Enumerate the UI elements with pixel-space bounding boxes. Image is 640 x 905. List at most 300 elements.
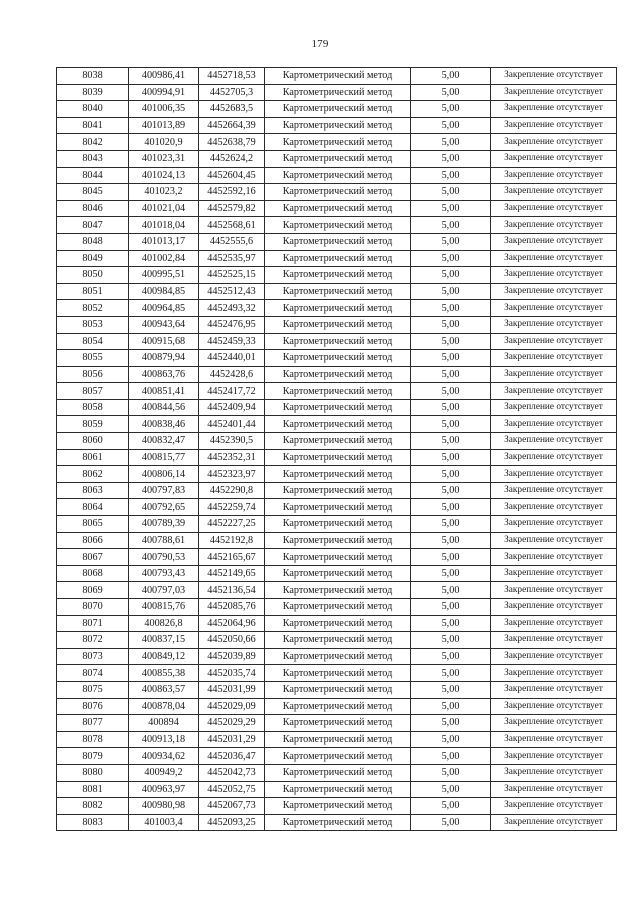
table-row	[57, 316, 617, 333]
x-coordinate-cell: 401021,04	[129, 200, 199, 217]
method-cell: Картометрический метод	[265, 250, 411, 267]
precision-cell: 5,00	[411, 582, 491, 599]
point-number-cell: 8039	[57, 84, 129, 101]
fixing-note-cell: Закрепление отсутствует	[491, 117, 617, 134]
method-cell: Картометрический метод	[265, 499, 411, 516]
y-coordinate-cell: 4452035,74	[199, 665, 265, 682]
x-coordinate-cell: 400986,41	[129, 68, 199, 85]
point-number-cell: 8059	[57, 416, 129, 433]
point-number-cell: 8044	[57, 167, 129, 184]
table-row	[57, 499, 617, 516]
method-cell: Картометрический метод	[265, 764, 411, 781]
y-coordinate-cell: 4452592,16	[199, 184, 265, 201]
method-cell: Картометрический метод	[265, 101, 411, 118]
x-coordinate-cell: 400788,61	[129, 532, 199, 549]
x-coordinate-cell: 400934,62	[129, 748, 199, 765]
y-coordinate-cell: 4452323,97	[199, 466, 265, 483]
x-coordinate-cell: 400863,57	[129, 681, 199, 698]
point-number-cell: 8051	[57, 283, 129, 300]
fixing-note-cell: Закрепление отсутствует	[491, 781, 617, 798]
x-coordinate-cell: 400894	[129, 715, 199, 732]
x-coordinate-cell: 401002,84	[129, 250, 199, 267]
precision-cell: 5,00	[411, 798, 491, 815]
fixing-note-cell: Закрепление отсутствует	[491, 167, 617, 184]
point-number-cell: 8083	[57, 814, 129, 831]
point-number-cell: 8042	[57, 134, 129, 151]
precision-cell: 5,00	[411, 665, 491, 682]
table-row	[57, 632, 617, 649]
x-coordinate-cell: 400851,41	[129, 383, 199, 400]
precision-cell: 5,00	[411, 532, 491, 549]
point-number-cell: 8070	[57, 599, 129, 616]
method-cell: Картометрический метод	[265, 433, 411, 450]
fixing-note-cell: Закрепление отсутствует	[491, 499, 617, 516]
fixing-note-cell: Закрепление отсутствует	[491, 68, 617, 85]
point-number-cell: 8080	[57, 764, 129, 781]
y-coordinate-cell: 4452579,82	[199, 200, 265, 217]
fixing-note-cell: Закрепление отсутствует	[491, 300, 617, 317]
method-cell: Картометрический метод	[265, 217, 411, 234]
table-row	[57, 117, 617, 134]
precision-cell: 5,00	[411, 449, 491, 466]
method-cell: Картометрический метод	[265, 665, 411, 682]
fixing-note-cell: Закрепление отсутствует	[491, 333, 617, 350]
y-coordinate-cell: 4452042,73	[199, 764, 265, 781]
y-coordinate-cell: 4452604,45	[199, 167, 265, 184]
table-row	[57, 731, 617, 748]
x-coordinate-cell: 400943,64	[129, 316, 199, 333]
table-row	[57, 814, 617, 831]
x-coordinate-cell: 400995,51	[129, 267, 199, 284]
precision-cell: 5,00	[411, 84, 491, 101]
point-number-cell: 8063	[57, 482, 129, 499]
x-coordinate-cell: 400806,14	[129, 466, 199, 483]
table-row	[57, 449, 617, 466]
precision-cell: 5,00	[411, 715, 491, 732]
point-number-cell: 8069	[57, 582, 129, 599]
x-coordinate-cell: 401006,35	[129, 101, 199, 118]
table-row	[57, 466, 617, 483]
x-coordinate-cell: 400994,91	[129, 84, 199, 101]
point-number-cell: 8047	[57, 217, 129, 234]
y-coordinate-cell: 4452192,8	[199, 532, 265, 549]
fixing-note-cell: Закрепление отсутствует	[491, 599, 617, 616]
x-coordinate-cell: 401003,4	[129, 814, 199, 831]
y-coordinate-cell: 4452067,73	[199, 798, 265, 815]
point-number-cell: 8077	[57, 715, 129, 732]
fixing-note-cell: Закрепление отсутствует	[491, 433, 617, 450]
method-cell: Картометрический метод	[265, 549, 411, 566]
method-cell: Картометрический метод	[265, 781, 411, 798]
point-number-cell: 8060	[57, 433, 129, 450]
precision-cell: 5,00	[411, 599, 491, 616]
x-coordinate-cell: 400792,65	[129, 499, 199, 516]
x-coordinate-cell: 400855,38	[129, 665, 199, 682]
point-number-cell: 8071	[57, 615, 129, 632]
y-coordinate-cell: 4452031,99	[199, 681, 265, 698]
fixing-note-cell: Закрепление отсутствует	[491, 184, 617, 201]
table-row	[57, 134, 617, 151]
precision-cell: 5,00	[411, 101, 491, 118]
method-cell: Картометрический метод	[265, 814, 411, 831]
table-row	[57, 516, 617, 533]
point-number-cell: 8056	[57, 366, 129, 383]
precision-cell: 5,00	[411, 350, 491, 367]
method-cell: Картометрический метод	[265, 681, 411, 698]
precision-cell: 5,00	[411, 516, 491, 533]
precision-cell: 5,00	[411, 648, 491, 665]
y-coordinate-cell: 4452555,6	[199, 233, 265, 250]
precision-cell: 5,00	[411, 698, 491, 715]
x-coordinate-cell: 401013,89	[129, 117, 199, 134]
table-row	[57, 68, 617, 85]
y-coordinate-cell: 4452638,79	[199, 134, 265, 151]
x-coordinate-cell: 400797,83	[129, 482, 199, 499]
table-row	[57, 167, 617, 184]
y-coordinate-cell: 4452085,76	[199, 599, 265, 616]
fixing-note-cell: Закрепление отсутствует	[491, 482, 617, 499]
fixing-note-cell: Закрепление отсутствует	[491, 532, 617, 549]
precision-cell: 5,00	[411, 283, 491, 300]
table-row	[57, 267, 617, 284]
point-number-cell: 8040	[57, 101, 129, 118]
point-number-cell: 8055	[57, 350, 129, 367]
x-coordinate-cell: 400984,85	[129, 283, 199, 300]
method-cell: Картометрический метод	[265, 648, 411, 665]
table-row	[57, 748, 617, 765]
point-number-cell: 8066	[57, 532, 129, 549]
point-number-cell: 8075	[57, 681, 129, 698]
method-cell: Картометрический метод	[265, 615, 411, 632]
precision-cell: 5,00	[411, 117, 491, 134]
fixing-note-cell: Закрепление отсутствует	[491, 233, 617, 250]
x-coordinate-cell: 400838,46	[129, 416, 199, 433]
y-coordinate-cell: 4452535,97	[199, 250, 265, 267]
point-number-cell: 8061	[57, 449, 129, 466]
method-cell: Картометрический метод	[265, 350, 411, 367]
y-coordinate-cell: 4452036,47	[199, 748, 265, 765]
method-cell: Картометрический метод	[265, 200, 411, 217]
y-coordinate-cell: 4452029,09	[199, 698, 265, 715]
x-coordinate-cell: 400837,15	[129, 632, 199, 649]
y-coordinate-cell: 4452039,89	[199, 648, 265, 665]
table-row	[57, 366, 617, 383]
fixing-note-cell: Закрепление отсутствует	[491, 366, 617, 383]
x-coordinate-cell: 400915,68	[129, 333, 199, 350]
precision-cell: 5,00	[411, 250, 491, 267]
fixing-note-cell: Закрепление отсутствует	[491, 764, 617, 781]
fixing-note-cell: Закрепление отсутствует	[491, 101, 617, 118]
fixing-note-cell: Закрепление отсутствует	[491, 565, 617, 582]
y-coordinate-cell: 4452165,67	[199, 549, 265, 566]
y-coordinate-cell: 4452718,53	[199, 68, 265, 85]
x-coordinate-cell: 400879,94	[129, 350, 199, 367]
table-row	[57, 565, 617, 582]
point-number-cell: 8073	[57, 648, 129, 665]
method-cell: Картометрический метод	[265, 482, 411, 499]
y-coordinate-cell: 4452149,65	[199, 565, 265, 582]
table-row	[57, 101, 617, 118]
fixing-note-cell: Закрепление отсутствует	[491, 814, 617, 831]
precision-cell: 5,00	[411, 748, 491, 765]
precision-cell: 5,00	[411, 814, 491, 831]
fixing-note-cell: Закрепление отсутствует	[491, 748, 617, 765]
page-number: 179	[311, 38, 329, 50]
point-number-cell: 8058	[57, 399, 129, 416]
method-cell: Картометрический метод	[265, 117, 411, 134]
y-coordinate-cell: 4452409,94	[199, 399, 265, 416]
y-coordinate-cell: 4452401,44	[199, 416, 265, 433]
point-number-cell: 8057	[57, 383, 129, 400]
table-row	[57, 764, 617, 781]
point-number-cell: 8082	[57, 798, 129, 815]
y-coordinate-cell: 4452417,72	[199, 383, 265, 400]
point-number-cell: 8064	[57, 499, 129, 516]
method-cell: Картометрический метод	[265, 466, 411, 483]
table-row	[57, 399, 617, 416]
method-cell: Картометрический метод	[265, 698, 411, 715]
y-coordinate-cell: 4452476,95	[199, 316, 265, 333]
x-coordinate-cell: 400832,47	[129, 433, 199, 450]
y-coordinate-cell: 4452029,29	[199, 715, 265, 732]
method-cell: Картометрический метод	[265, 267, 411, 284]
method-cell: Картометрический метод	[265, 150, 411, 167]
fixing-note-cell: Закрепление отсутствует	[491, 698, 617, 715]
point-number-cell: 8053	[57, 316, 129, 333]
x-coordinate-cell: 400815,76	[129, 599, 199, 616]
table-row	[57, 582, 617, 599]
point-number-cell: 8054	[57, 333, 129, 350]
table-row	[57, 615, 617, 632]
fixing-note-cell: Закрепление отсутствует	[491, 84, 617, 101]
point-number-cell: 8068	[57, 565, 129, 582]
method-cell: Картометрический метод	[265, 366, 411, 383]
x-coordinate-cell: 400963,97	[129, 781, 199, 798]
table-row	[57, 350, 617, 367]
table-row	[57, 433, 617, 450]
fixing-note-cell: Закрепление отсутствует	[491, 648, 617, 665]
method-cell: Картометрический метод	[265, 798, 411, 815]
fixing-note-cell: Закрепление отсутствует	[491, 283, 617, 300]
point-number-cell: 8038	[57, 68, 129, 85]
precision-cell: 5,00	[411, 217, 491, 234]
method-cell: Картометрический метод	[265, 167, 411, 184]
y-coordinate-cell: 4452512,43	[199, 283, 265, 300]
y-coordinate-cell: 4452683,5	[199, 101, 265, 118]
table-row	[57, 549, 617, 566]
method-cell: Картометрический метод	[265, 731, 411, 748]
precision-cell: 5,00	[411, 632, 491, 649]
y-coordinate-cell: 4452031,29	[199, 731, 265, 748]
fixing-note-cell: Закрепление отсутствует	[491, 549, 617, 566]
table-row	[57, 383, 617, 400]
precision-cell: 5,00	[411, 316, 491, 333]
fixing-note-cell: Закрепление отсутствует	[491, 715, 617, 732]
x-coordinate-cell: 401013,17	[129, 233, 199, 250]
table-row	[57, 250, 617, 267]
y-coordinate-cell: 4452525,15	[199, 267, 265, 284]
y-coordinate-cell: 4452050,66	[199, 632, 265, 649]
fixing-note-cell: Закрепление отсутствует	[491, 582, 617, 599]
y-coordinate-cell: 4452624,2	[199, 150, 265, 167]
method-cell: Картометрический метод	[265, 233, 411, 250]
fixing-note-cell: Закрепление отсутствует	[491, 399, 617, 416]
method-cell: Картометрический метод	[265, 283, 411, 300]
method-cell: Картометрический метод	[265, 516, 411, 533]
table-row	[57, 715, 617, 732]
method-cell: Картометрический метод	[265, 134, 411, 151]
x-coordinate-cell: 400863,76	[129, 366, 199, 383]
y-coordinate-cell: 4452290,8	[199, 482, 265, 499]
fixing-note-cell: Закрепление отсутствует	[491, 681, 617, 698]
fixing-note-cell: Закрепление отсутствует	[491, 350, 617, 367]
precision-cell: 5,00	[411, 565, 491, 582]
precision-cell: 5,00	[411, 300, 491, 317]
fixing-note-cell: Закрепление отсутствует	[491, 449, 617, 466]
precision-cell: 5,00	[411, 615, 491, 632]
table-row	[57, 217, 617, 234]
fixing-note-cell: Закрепление отсутствует	[491, 250, 617, 267]
precision-cell: 5,00	[411, 433, 491, 450]
table-row	[57, 233, 617, 250]
method-cell: Картометрический метод	[265, 715, 411, 732]
precision-cell: 5,00	[411, 134, 491, 151]
y-coordinate-cell: 4452428,6	[199, 366, 265, 383]
method-cell: Картометрический метод	[265, 333, 411, 350]
x-coordinate-cell: 400815,77	[129, 449, 199, 466]
fixing-note-cell: Закрепление отсутствует	[491, 217, 617, 234]
x-coordinate-cell: 400793,43	[129, 565, 199, 582]
y-coordinate-cell: 4452064,96	[199, 615, 265, 632]
precision-cell: 5,00	[411, 233, 491, 250]
y-coordinate-cell: 4452093,25	[199, 814, 265, 831]
precision-cell: 5,00	[411, 267, 491, 284]
method-cell: Картометрический метод	[265, 84, 411, 101]
point-number-cell: 8041	[57, 117, 129, 134]
point-number-cell: 8067	[57, 549, 129, 566]
precision-cell: 5,00	[411, 549, 491, 566]
precision-cell: 5,00	[411, 184, 491, 201]
coordinates-table-body	[57, 68, 617, 831]
precision-cell: 5,00	[411, 150, 491, 167]
precision-cell: 5,00	[411, 764, 491, 781]
y-coordinate-cell: 4452227,25	[199, 516, 265, 533]
precision-cell: 5,00	[411, 399, 491, 416]
table-row	[57, 84, 617, 101]
method-cell: Картометрический метод	[265, 565, 411, 582]
x-coordinate-cell: 401024,13	[129, 167, 199, 184]
fixing-note-cell: Закрепление отсутствует	[491, 632, 617, 649]
y-coordinate-cell: 4452705,3	[199, 84, 265, 101]
table-row	[57, 599, 617, 616]
y-coordinate-cell: 4452136,54	[199, 582, 265, 599]
y-coordinate-cell: 4452493,32	[199, 300, 265, 317]
table-row	[57, 283, 617, 300]
y-coordinate-cell: 4452568,61	[199, 217, 265, 234]
method-cell: Картометрический метод	[265, 416, 411, 433]
point-number-cell: 8081	[57, 781, 129, 798]
point-number-cell: 8074	[57, 665, 129, 682]
point-number-cell: 8046	[57, 200, 129, 217]
method-cell: Картометрический метод	[265, 582, 411, 599]
table-row	[57, 333, 617, 350]
precision-cell: 5,00	[411, 731, 491, 748]
point-number-cell: 8049	[57, 250, 129, 267]
x-coordinate-cell: 400789,39	[129, 516, 199, 533]
point-number-cell: 8043	[57, 150, 129, 167]
method-cell: Картометрический метод	[265, 449, 411, 466]
x-coordinate-cell: 400844,56	[129, 399, 199, 416]
y-coordinate-cell: 4452352,31	[199, 449, 265, 466]
precision-cell: 5,00	[411, 200, 491, 217]
fixing-note-cell: Закрепление отсутствует	[491, 731, 617, 748]
table-row	[57, 665, 617, 682]
fixing-note-cell: Закрепление отсутствует	[491, 316, 617, 333]
fixing-note-cell: Закрепление отсутствует	[491, 416, 617, 433]
point-number-cell: 8076	[57, 698, 129, 715]
precision-cell: 5,00	[411, 499, 491, 516]
table-row	[57, 150, 617, 167]
fixing-note-cell: Закрепление отсутствует	[491, 134, 617, 151]
method-cell: Картометрический метод	[265, 632, 411, 649]
point-number-cell: 8065	[57, 516, 129, 533]
fixing-note-cell: Закрепление отсутствует	[491, 267, 617, 284]
x-coordinate-cell: 400913,18	[129, 731, 199, 748]
precision-cell: 5,00	[411, 681, 491, 698]
x-coordinate-cell: 401020,9	[129, 134, 199, 151]
precision-cell: 5,00	[411, 466, 491, 483]
x-coordinate-cell: 400849,12	[129, 648, 199, 665]
method-cell: Картометрический метод	[265, 300, 411, 317]
table-row	[57, 781, 617, 798]
x-coordinate-cell: 400964,85	[129, 300, 199, 317]
table-row	[57, 681, 617, 698]
fixing-note-cell: Закрепление отсутствует	[491, 798, 617, 815]
method-cell: Картометрический метод	[265, 316, 411, 333]
table-row	[57, 698, 617, 715]
table-row	[57, 184, 617, 201]
table-row	[57, 798, 617, 815]
table-row	[57, 300, 617, 317]
fixing-note-cell: Закрепление отсутствует	[491, 516, 617, 533]
precision-cell: 5,00	[411, 482, 491, 499]
point-number-cell: 8052	[57, 300, 129, 317]
precision-cell: 5,00	[411, 416, 491, 433]
table-row	[57, 200, 617, 217]
method-cell: Картометрический метод	[265, 184, 411, 201]
point-number-cell: 8050	[57, 267, 129, 284]
table-row	[57, 416, 617, 433]
coordinates-table	[56, 67, 617, 831]
x-coordinate-cell: 401023,2	[129, 184, 199, 201]
table-row	[57, 648, 617, 665]
y-coordinate-cell: 4452390,5	[199, 433, 265, 450]
precision-cell: 5,00	[411, 333, 491, 350]
precision-cell: 5,00	[411, 68, 491, 85]
y-coordinate-cell: 4452052,75	[199, 781, 265, 798]
fixing-note-cell: Закрепление отсутствует	[491, 665, 617, 682]
method-cell: Картометрический метод	[265, 748, 411, 765]
fixing-note-cell: Закрепление отсутствует	[491, 466, 617, 483]
method-cell: Картометрический метод	[265, 532, 411, 549]
x-coordinate-cell: 400797,03	[129, 582, 199, 599]
method-cell: Картометрический метод	[265, 599, 411, 616]
point-number-cell: 8079	[57, 748, 129, 765]
method-cell: Картометрический метод	[265, 68, 411, 85]
x-coordinate-cell: 400878,04	[129, 698, 199, 715]
precision-cell: 5,00	[411, 781, 491, 798]
precision-cell: 5,00	[411, 383, 491, 400]
